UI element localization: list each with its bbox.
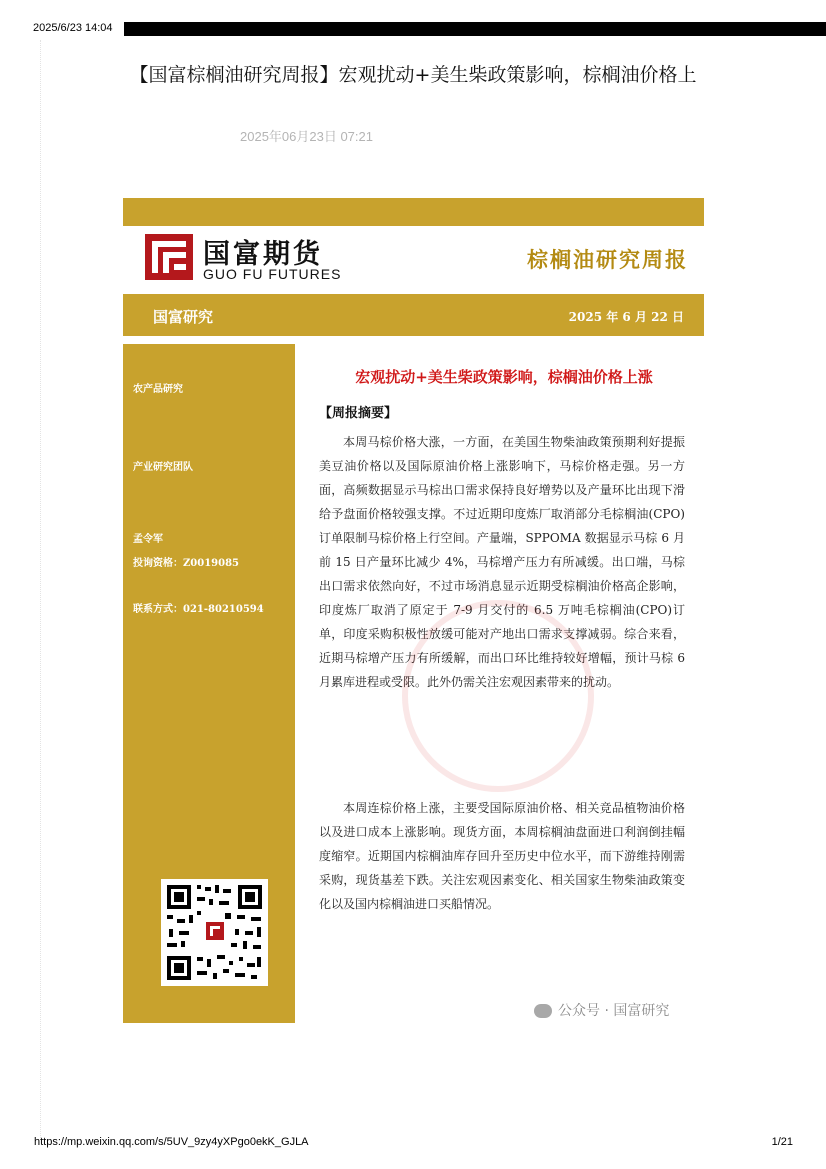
footer-url: https://mp.weixin.qq.com/s/5UV_9zy4yXPgo0ekK_GJLA bbox=[34, 1136, 309, 1148]
company-logo-icon bbox=[145, 234, 193, 280]
company-name-cn: 国富期货 bbox=[203, 239, 323, 270]
sidebar-dept: 农产品研究 bbox=[133, 384, 183, 395]
report-info-band bbox=[123, 294, 704, 336]
summary-paragraph: 本周连棕价格上涨，主要受国际原油价格、相关竞品植物油价格以及进口成本上涨影响。现货方面，本周棕榈油盘面进口利润倒挂幅度缩窄。近期国内棕榈油库存回升至历史中位水平，而下游维持刚需采购，现货基差下跌。关注宏观因素变化、相关国家生物柴油政策变化以及国内棕榈油进口买船情况。 bbox=[319, 801, 685, 911]
qr-code-icon bbox=[161, 879, 268, 986]
header-bar bbox=[124, 22, 826, 36]
sidebar-analyst: 孟令军 bbox=[133, 534, 163, 545]
summary-label: 【周报摘要】 bbox=[319, 406, 398, 421]
report-headline: 宏观扰动+美生柴政策影响，棕榈油价格上涨 bbox=[355, 368, 653, 386]
summary-paragraph: 本周马棕价格大涨，一方面，在美国生物柴油政策预期利好提振美豆油价格以及国际原油价格上涨影响下，马棕价格走强。另一方面，高频数据显示马棕出口需求保持良好增势以及产量环比出现下滑给予盘面价格较强支撑。不过近期印度炼厂取消部分毛棕榈油(CPO)订单限制马棕价格上行空间。产量端，SPPOMA 数据显示马棕 6 月前 15 日产量环比减少 4%，马棕增产压力有所减缓。出口端，马棕出口需求依然向好，不过市场消息显示近期受棕榈油价格高企影响，印度炼厂取消了原定于 7-9 月交付的 6.5 万吨毛棕榈油(CPO)订单，印度采购积极性放缓可能对产地出口需求支撑减弱。综合来看，近期马棕增产压力有所缓解，而出口环比维持较好增幅，预计马棕 6 月累库进程或受限。此外仍需关注宏观因素带来的扰动。 bbox=[319, 435, 685, 689]
margin-rule bbox=[40, 40, 42, 1140]
wechat-source bbox=[534, 1000, 669, 1020]
sidebar-contact: 联系方式：021-80210594 bbox=[133, 604, 264, 615]
print-header bbox=[0, 0, 826, 38]
report-sidebar bbox=[123, 344, 295, 1023]
top-gold-band bbox=[123, 198, 704, 226]
report-date: 2025 年 6 月 22 日 bbox=[568, 310, 684, 324]
footer-page-number: 1/21 bbox=[771, 1136, 793, 1148]
print-datetime: 2025/6/23 14:04 bbox=[33, 22, 113, 34]
wechat-source-label: 公众号 · 国富研究 bbox=[558, 1003, 670, 1019]
company-name-en: GUO FU FUTURES bbox=[203, 266, 342, 282]
sidebar-license: 投询资格：Z0019085 bbox=[133, 558, 240, 569]
publish-date: 2025年06月23日 07:21 bbox=[240, 129, 373, 144]
sidebar-team: 产业研究团队 bbox=[133, 462, 193, 473]
wechat-icon bbox=[534, 1004, 552, 1018]
report-header bbox=[123, 226, 704, 292]
report-type-title: 棕榈油研究周报 bbox=[527, 247, 688, 272]
research-label: 国富研究 bbox=[153, 308, 214, 326]
article-title: 【国富棕榈油研究周报】宏观扰动+美生柴政策影响，棕榈油价格上 bbox=[129, 64, 697, 86]
report-page bbox=[123, 198, 704, 1023]
